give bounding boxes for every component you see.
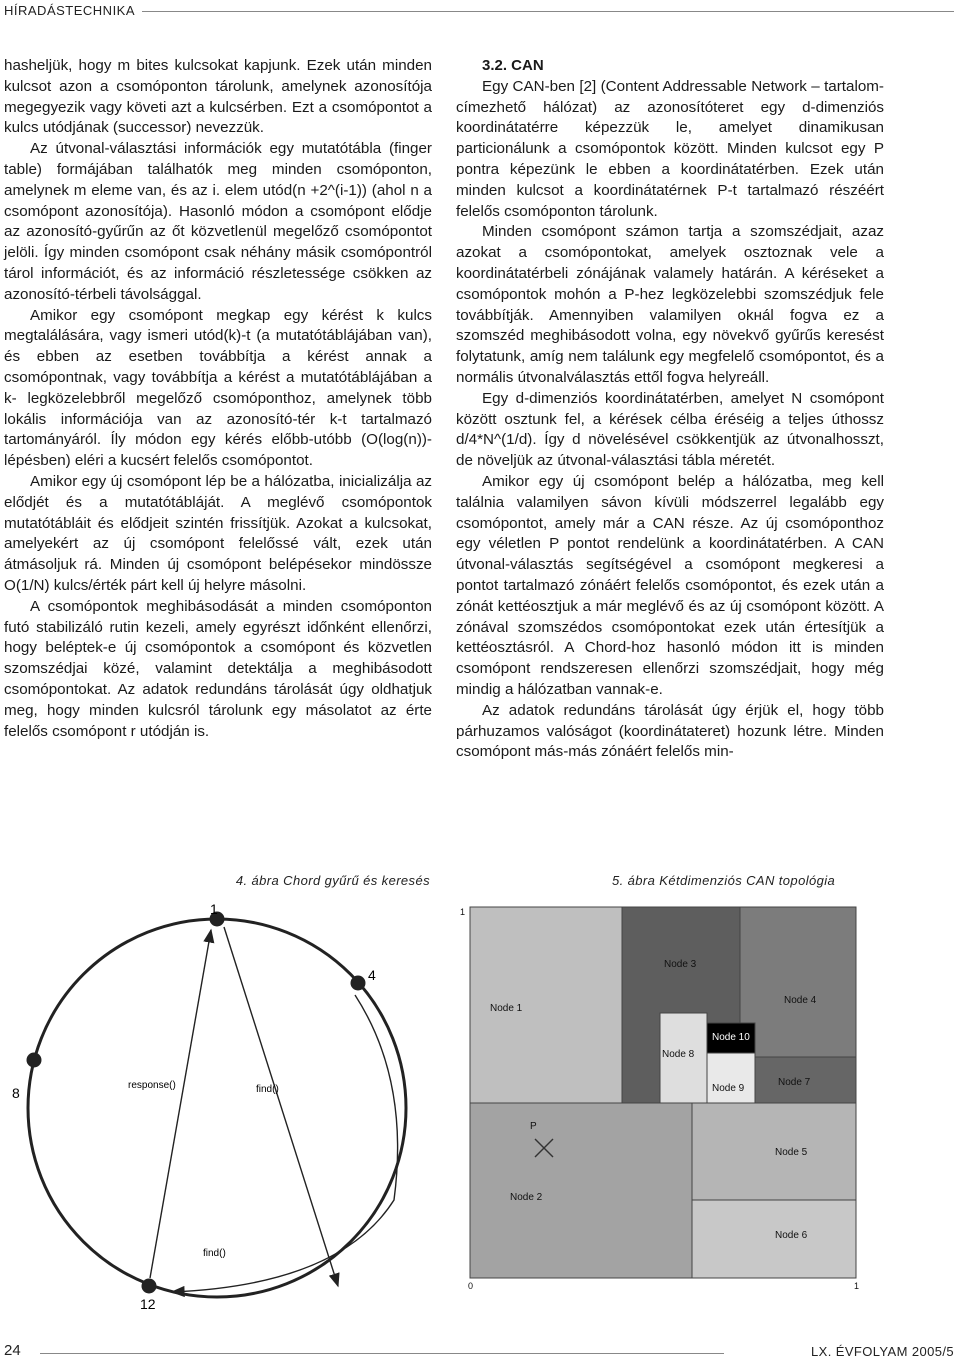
right-paragraph: Amikor egy új csomópont belép a hálózatba, meg kell találnia valamilyen sávon kívüli módszerrel legalább egy csomópontot, amely már a CAN része. Az új csomóponthoz egy véletlen P pontot rendelünk a koordinátatérben. A CAN útvonal-választás segítségével a csomópont megkeresi a pontot tartalmazó zónáért felelős csomópontot, és ezek után a zónát kettéosztjuk a már meglévő és az új csomópont között. A zónával szomszédos csomópontokat ezek után értesítjük a kettéosztásról. A Chord-hoz hasonló módon itt is minden csomópont rendszeresen ellenőrzi szomszédjait, hogy még mindig a hálózatban vannak-e. — [456, 472, 884, 698]
axis-label-y: 1 — [460, 907, 466, 917]
node-label: 8 — [12, 1085, 20, 1101]
find-label: find() — [256, 1084, 279, 1095]
response-label: response() — [128, 1080, 176, 1091]
node-label: 4 — [368, 967, 376, 983]
node-label: 12 — [140, 1296, 156, 1310]
left-paragraph: Az útvonal-választási információk egy mutatótábla (finger table) formájában találhatók meg minden csomóponton, amelynek m eleme van, és az i. elem utód(n +2^(i-1)) (ahol n a csomópont azonosítója). Hasonló módon a csomópont elődje az azonosító-gyűrűn az őt közvetlenül megelőző csomópontot jelöli. Így minden csomópont csak néhány másik csomópontról tárol információt, és az információ részletessége csökken az azonosító-térbeli távolsággal. — [4, 140, 432, 303]
header-rule — [142, 11, 954, 12]
footer-rule — [40, 1353, 724, 1354]
zone-node-4 — [740, 907, 856, 1057]
left-paragraph: Amikor egy új csomópont lép be a hálózatba, inicializálja az elődjét és a mutatótábláját. A meglévő csomópontok mutatótábláit és elődjeit szintén frissítjük. Azokat a kulcsokat, amelyekért az új csomópont felelőssé vált, ezek után átmásoljuk rá. Minden új csomópont belépésekor mindössze O(1/N) kulcs/érték párt kell új helyre másolni. — [4, 472, 432, 594]
section-heading: 3.2. CAN — [482, 57, 544, 74]
point-p-label: P — [530, 1121, 537, 1132]
zone-label: Node 3 — [664, 959, 697, 970]
section-label: HÍRADÁSTECHNIKA — [4, 3, 136, 18]
zone-label: Node 2 — [510, 1192, 543, 1203]
zone-node-6 — [692, 1200, 856, 1278]
zone-node-9 — [707, 1053, 755, 1103]
zone-label: Node 5 — [775, 1147, 808, 1158]
figure-5-caption: 5. ábra Kétdimenziós CAN topológia — [612, 873, 836, 888]
axis-label-origin: 0 — [468, 1281, 474, 1291]
axis-label-x: 1 — [854, 1281, 860, 1291]
zone-label: Node 7 — [778, 1077, 811, 1088]
zone-label: Node 6 — [775, 1230, 808, 1241]
right-paragraph: Minden csomópont számon tartja a szomszédjait, azaz azokat a csomópontokat, amelyek osztoznak vele a koordinátatérbeli zónájának valamely határán. A kéréseket a csomópontok mohón a P-hez legközelebbi szomszédjuk fele továbbítják. Amennyiben valamilyen okнál fogva ez a szomszéd meghibásodott volna, egy növekvő gyűrűs keresést folytatunk, amíg nem találunk egy megfelelő csomópontot, és a normális útvonalválasztás ettől fogva helyreáll. — [456, 223, 884, 386]
zone-label: Node 1 — [490, 1003, 523, 1014]
find-arrow — [224, 927, 338, 1286]
right-paragraph: Az adatok redundáns tárolását úgy érjük el, hogy több párhuzamos valóságot (koordinátateret) hozunk létre. Minden csomópont más-más zónáért felelős min- — [456, 701, 884, 761]
figure-4-caption: 4. ábra Chord gyűrű és keresés — [235, 873, 430, 888]
left-paragraph: hasheljük, hogy m bites kulcsokat kapjunk. Ezek után minden kulcsot azon a csomóponton tárolunk, amelynek azonosítója megegyezik vagy követi azt a kulcsérben. Ezt a csomópontot a kulcs utódjának (successor) nevezzük. — [4, 57, 432, 137]
zone-node-5 — [692, 1103, 856, 1200]
left-paragraph: Amikor egy csomópont megkap egy kérést k kulcs megtalálására, vagy ismeri utód(k)-t (a mutatótáblájában van), és ebben az esetben továbbítja a kérést annak a csomópontnak, vagy továbbítja a kérést a mutatótáblájában a k- legközelebbről megelőző csomóponthoz, amelynek több lokális információja van az azonosító-tér k-t tartalmazó tartományáról. Íly módon egy kérés előbb-utóbb (O(log(n))-lépésben) eléri a kucsért felelős csomópontot. — [4, 306, 432, 470]
response-arrow — [150, 930, 211, 1278]
chord-ring — [28, 919, 406, 1297]
zone-label: Node 9 — [712, 1083, 745, 1094]
right-paragraph: Egy d-dimenziós koordinátatérben, amelyet N csomópont között osztunk fel, a kérések célba éréséig a teljes úthossz d/4*N^(1/d). Így d növelésével csökkentjük az útvonalhosszt, de növeljük az útvonal-választási tábla méretét. — [456, 389, 884, 470]
zone-label: Node 8 — [662, 1049, 695, 1060]
left-column — [4, 56, 432, 742]
right-paragraph: Egy CAN-ben [2] (Content Addressable Network – tartalom-címezhető hálózat) az azonosítóteret egy d-dimenziós koordinátatérre képezzük le, amelyet dinamikusan particionálunk a csomópontok között. Minden kulcsot egy P pontra képezünk le ebben a koordinátatérben. Ezek után minden kulcsot a koordinátatérnek P-t tartalmazó részéért felelős csomóponton tárolunk. — [456, 77, 884, 220]
zone-label: Node 4 — [784, 995, 817, 1006]
can-topology-figure — [450, 895, 960, 1315]
node-dot — [142, 1279, 157, 1294]
issue-label: LX. ÉVFOLYAM 2005/5 — [811, 1344, 954, 1359]
node-label: 1 — [210, 901, 218, 917]
find-label: find() — [203, 1248, 226, 1259]
page-number: 24 — [4, 1342, 21, 1359]
zone-label: Node 10 — [712, 1032, 750, 1043]
left-paragraph: A csomópontok meghibásodását a minden csomóponton futó stabilizáló rutin kezeli, amely egyrészt időnként ellenőrzi, hogy beléptek-e új csomópontok a csomópont és közvetlen szomszédjai közé, valamint detektálja a meghibásodott csomópontokat. Az adatok redundáns tárolását úgy oldhatjuk meg, hogy minden kulcsról tárolunk egy másolatot az érte felelős csomópont r utódján is. — [4, 597, 432, 740]
chord-ring-figure — [0, 900, 450, 1310]
node-dot — [351, 976, 366, 991]
node-dot — [27, 1053, 42, 1068]
zone-node-2 — [470, 1103, 692, 1278]
right-column — [456, 56, 884, 763]
